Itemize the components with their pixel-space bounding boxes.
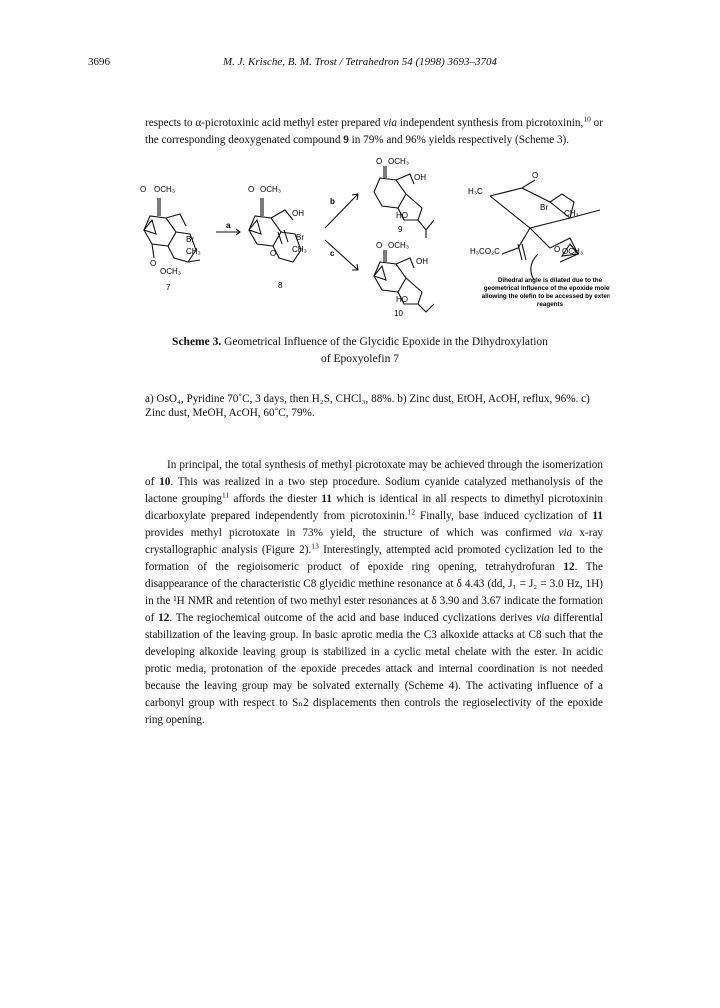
- scheme-label-o-9: O: [376, 158, 383, 166]
- reaction-conditions: a) OsO₄, Pyridine 70˚C, 3 days, then H₂S, CHCl₃, 88%. b) Zinc dust, EtOH, AcOH, reflux, 96%. c) Zinc dust, MeOH, AcOH, 60˚C, 79%.: [145, 393, 590, 419]
- scheme-label-och3-10: OCH₃: [388, 241, 410, 250]
- scheme-label-oh-8: OH: [292, 209, 304, 218]
- scheme-label-oh-9: OH: [414, 173, 426, 182]
- scheme-label-br-8: Br: [296, 233, 304, 242]
- caption-line-1: Scheme 3. Geometrical Influence of the Glycidic Epoxide in the Dihydroxylation: [172, 336, 548, 348]
- scheme-label-o-8: O: [248, 185, 255, 194]
- scheme-label-och3-7b: OCH₃: [160, 267, 182, 276]
- scheme-note-line-2: geometrical influence of the epoxide moiety,: [483, 285, 610, 292]
- scheme-label-o-10: O: [376, 241, 383, 250]
- scheme-label-ch3-8: CH₃: [292, 245, 307, 254]
- scheme-label-och3-7: OCH₃: [154, 185, 176, 194]
- compound-10-label: 10: [394, 309, 403, 318]
- scheme-label-o-3d-b: O: [554, 245, 561, 254]
- ref-10: 10: [583, 114, 591, 124]
- compound-7-label: 7: [166, 283, 171, 292]
- scheme-label-o-7: O: [140, 185, 147, 194]
- scheme-label-br-3d: Br: [540, 203, 548, 212]
- scheme-3-figure: [130, 158, 610, 318]
- scheme-note-line-4: reagents: [536, 301, 564, 308]
- scheme-label-o-3d: O: [532, 171, 539, 180]
- scheme-label-ch3-3d: CH₃: [564, 209, 579, 218]
- arrow-c-label: c: [330, 249, 335, 258]
- scheme-label-o-8b: O: [270, 249, 277, 258]
- compound-9-label: 9: [398, 225, 403, 234]
- scheme-caption: [0, 334, 720, 368]
- caption-line-2: of Epoxyolefin 7: [321, 353, 399, 365]
- scheme-label-ho-9: HO: [396, 211, 408, 220]
- scheme-label-ch3-7: CH₃: [186, 247, 201, 256]
- page-number: 3696: [88, 56, 110, 68]
- scheme-label-br-7: Br: [186, 235, 194, 244]
- compound-9-ref: 9: [343, 134, 349, 146]
- caption-label: Scheme 3.: [172, 336, 222, 348]
- scheme-label-oh-10: OH: [416, 257, 428, 266]
- running-title: M. J. Krische, B. M. Trost / Tetrahedron 54 (1998) 3693–3704: [222, 56, 498, 68]
- scheme-label-ho-10: HO: [396, 295, 408, 304]
- arrow-b-label: b: [330, 197, 335, 206]
- scheme-note-line-3: allowing the olefin to be accessed by external: [481, 293, 610, 300]
- scheme-label-h3c: H₃C: [468, 187, 483, 196]
- scheme-label-och3-8: OCH₃: [260, 185, 282, 194]
- paragraph-main: In principal, the total synthesis of methyl picrotoxate may be achieved through the isomerization of 10. This was realized in a two step procedure. Sodium cyanide catalyzed methanolysis of the lactone grouping$^{11}$ affords the diester 11 which is identical in all respects to dimethyl picrotoxinin dicarboxylate prepared independently from picrotoxinin.$^{12}$ Finally, base induced cyclization of 11 provides methyl picrotoxate in 73% yield, the structure of which was confirmed via x-ray crystallographic analysis (Figure 2).$^{13}$ Interestingly, attempted acid promoted cyclization led to the formation of the regioisomeric product of epoxide ring opening, tetrahydrofuran 12. The disappearance of the characteristic C8 glycidic methine resonance at δ 4.43 (dd, J₁ = J₂ = 3.0 Hz, 1H) in the ¹H NMR and retention of two methyl ester resonances at δ 3.90 and 3.67 indicate the formation of 12. The regiochemical outcome of the acid and base induced cyclizations derives via differential stabilization of the leaving group. In basic aprotic media the C3 alkoxide attacks at C8 such that the developing alkoxide leaving group is stabilized in a cyclic metal chelate with the ester. In acidic protic media, protonation of the epoxide precedes attack and internal coordination is not needed because the leaving group may be solvated externally (Scheme 4). The activating influence of a carbonyl group with respect to Sₙ2 displacements then controls the regioselectivity of the epoxide ring opening.: [145, 459, 604, 726]
- arrow-a-label: a: [226, 221, 231, 230]
- scheme-label-o-7b: O: [150, 259, 157, 268]
- scheme-label-och3-3d: OCH₃: [562, 247, 584, 256]
- paragraph-intro: respects to α-picrotoxinic acid methyl ester prepared via independent synthesis from picrotoxinin,$^{10}$ or the corresponding deoxygenated compound 9 in 79% and 96% yields respectively (Scheme 3).: [145, 114, 603, 146]
- compound-8-label: 8: [278, 281, 283, 290]
- scheme-label-och3-9: OCH₃: [388, 158, 410, 166]
- scheme-label-h3co2c: H₃CO₂C: [470, 247, 500, 256]
- scheme-note-line-1: Dihedral angle is dilated due to the: [497, 277, 603, 284]
